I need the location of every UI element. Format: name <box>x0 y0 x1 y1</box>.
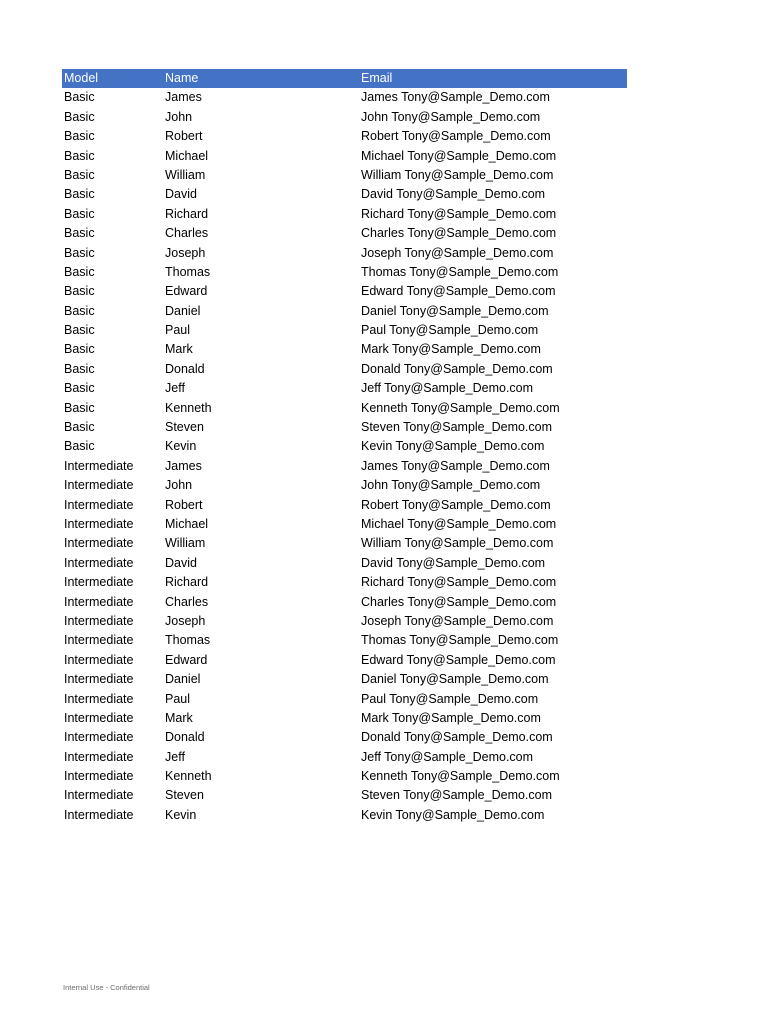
cell-model: Basic <box>64 187 95 202</box>
table-row <box>62 88 627 107</box>
cell-model: Basic <box>64 284 95 299</box>
cell-model: Basic <box>64 264 95 279</box>
cell-name: Robert <box>165 129 203 144</box>
cell-email: Jeff Tony@Sample_Demo.com <box>361 749 534 764</box>
table-row <box>62 166 627 185</box>
table-row <box>62 379 627 398</box>
cell-model: Intermediate <box>64 769 134 784</box>
table-row <box>62 340 627 359</box>
cell-name: Paul <box>165 691 191 706</box>
cell-model: Intermediate <box>64 672 134 687</box>
table-row <box>62 224 627 243</box>
table-row <box>62 534 627 553</box>
cell-name: James <box>165 458 202 473</box>
table-header-row <box>62 69 627 88</box>
cell-email: Edward Tony@Sample_Demo.com <box>361 652 556 667</box>
cell-email: John Tony@Sample_Demo.com <box>361 478 541 493</box>
table-row <box>62 185 627 204</box>
table-row <box>62 496 627 515</box>
cell-name: John <box>165 109 193 124</box>
table-row <box>62 554 627 573</box>
cell-name: John <box>165 478 193 493</box>
cell-email: Michael Tony@Sample_Demo.com <box>361 148 557 163</box>
table-row <box>62 767 627 786</box>
cell-model: Intermediate <box>64 555 134 570</box>
cell-email: Edward Tony@Sample_Demo.com <box>361 284 556 299</box>
cell-name: Thomas <box>165 264 211 279</box>
table-row <box>62 476 627 495</box>
cell-email: Michael Tony@Sample_Demo.com <box>361 516 557 531</box>
cell-name: Jeff <box>165 381 185 396</box>
cell-model: Intermediate <box>64 749 134 764</box>
cell-model: Intermediate <box>64 788 134 803</box>
cell-email: Kenneth Tony@Sample_Demo.com <box>361 769 560 784</box>
cell-model: Intermediate <box>64 478 134 493</box>
cell-email: Richard Tony@Sample_Demo.com <box>361 575 557 590</box>
cell-name: Steven <box>165 788 204 803</box>
table-row <box>62 108 627 127</box>
cell-email: Donald Tony@Sample_Demo.com <box>361 730 553 745</box>
cell-name: Daniel <box>165 303 201 318</box>
cell-email: Mark Tony@Sample_Demo.com <box>361 342 541 357</box>
table-body <box>62 88 627 825</box>
cell-model: Basic <box>64 148 95 163</box>
cell-email: Charles Tony@Sample_Demo.com <box>361 594 557 609</box>
cell-name: Richard <box>165 206 209 221</box>
cell-name: Kenneth <box>165 769 212 784</box>
cell-model: Intermediate <box>64 652 134 667</box>
cell-email: Donald Tony@Sample_Demo.com <box>361 361 553 376</box>
cell-model: Basic <box>64 323 95 338</box>
cell-email: James Tony@Sample_Demo.com <box>361 90 550 105</box>
cell-model: Basic <box>64 245 95 260</box>
table-row <box>62 127 627 146</box>
cell-name: Kevin <box>165 807 197 822</box>
table-row <box>62 651 627 670</box>
cell-email: Kevin Tony@Sample_Demo.com <box>361 439 545 454</box>
cell-name: Michael <box>165 148 209 163</box>
cell-model: Basic <box>64 420 95 435</box>
table-row <box>62 360 627 379</box>
cell-name: Paul <box>165 323 191 338</box>
cell-name: Steven <box>165 420 204 435</box>
cell-email: Joseph Tony@Sample_Demo.com <box>361 245 554 260</box>
table-row <box>62 709 627 728</box>
table-row <box>62 244 627 263</box>
table-row <box>62 147 627 166</box>
cell-model: Basic <box>64 303 95 318</box>
cell-email: Jeff Tony@Sample_Demo.com <box>361 381 534 396</box>
cell-name: Joseph <box>165 613 206 628</box>
cell-name: Donald <box>165 361 205 376</box>
column-header-model: Model <box>64 71 99 85</box>
cell-email: Robert Tony@Sample_Demo.com <box>361 497 551 512</box>
cell-model: Intermediate <box>64 807 134 822</box>
cell-email: Joseph Tony@Sample_Demo.com <box>361 613 554 628</box>
cell-name: Thomas <box>165 633 211 648</box>
cell-name: Charles <box>165 226 209 241</box>
cell-model: Intermediate <box>64 516 134 531</box>
cell-email: Steven Tony@Sample_Demo.com <box>361 788 553 803</box>
cell-model: Intermediate <box>64 575 134 590</box>
cell-email: Paul Tony@Sample_Demo.com <box>361 691 539 706</box>
cell-name: Joseph <box>165 245 206 260</box>
table-row <box>62 263 627 282</box>
cell-name: James <box>165 90 202 105</box>
cell-email: Steven Tony@Sample_Demo.com <box>361 420 553 435</box>
table-row <box>62 690 627 709</box>
cell-model: Basic <box>64 226 95 241</box>
cell-name: Edward <box>165 284 208 299</box>
cell-name: David <box>165 187 197 202</box>
table-row <box>62 205 627 224</box>
table-row <box>62 399 627 418</box>
cell-name: William <box>165 536 206 551</box>
cell-name: Edward <box>165 652 208 667</box>
cell-name: Kenneth <box>165 400 212 415</box>
cell-email: Charles Tony@Sample_Demo.com <box>361 226 557 241</box>
cell-email: Richard Tony@Sample_Demo.com <box>361 206 557 221</box>
table-row <box>62 670 627 689</box>
table-row <box>62 573 627 592</box>
cell-model: Intermediate <box>64 730 134 745</box>
cell-name: Kevin <box>165 439 197 454</box>
cell-email: Daniel Tony@Sample_Demo.com <box>361 303 549 318</box>
cell-email: Thomas Tony@Sample_Demo.com <box>361 633 559 648</box>
cell-model: Basic <box>64 90 95 105</box>
cell-name: Daniel <box>165 672 201 687</box>
cell-model: Intermediate <box>64 594 134 609</box>
cell-email: Kenneth Tony@Sample_Demo.com <box>361 400 560 415</box>
cell-name: Mark <box>165 710 193 725</box>
cell-model: Basic <box>64 342 95 357</box>
cell-name: David <box>165 555 197 570</box>
table-row <box>62 728 627 747</box>
cell-name: Michael <box>165 516 209 531</box>
cell-email: James Tony@Sample_Demo.com <box>361 458 550 473</box>
table-row <box>62 302 627 321</box>
cell-name: Richard <box>165 575 209 590</box>
cell-name: Robert <box>165 497 203 512</box>
table-row <box>62 437 627 456</box>
confidentiality-footer: Internal Use - Confidential <box>63 983 150 992</box>
cell-email: Mark Tony@Sample_Demo.com <box>361 710 541 725</box>
table-row <box>62 321 627 340</box>
cell-email: Daniel Tony@Sample_Demo.com <box>361 672 549 687</box>
cell-model: Basic <box>64 361 95 376</box>
cell-model: Basic <box>64 129 95 144</box>
data-table <box>62 69 627 825</box>
cell-model: Intermediate <box>64 691 134 706</box>
cell-email: Robert Tony@Sample_Demo.com <box>361 129 551 144</box>
cell-email: David Tony@Sample_Demo.com <box>361 187 546 202</box>
cell-name: Donald <box>165 730 205 745</box>
cell-model: Intermediate <box>64 710 134 725</box>
table-row <box>62 282 627 301</box>
table-row <box>62 612 627 631</box>
table-row <box>62 457 627 476</box>
cell-model: Intermediate <box>64 633 134 648</box>
cell-model: Intermediate <box>64 613 134 628</box>
cell-email: Kevin Tony@Sample_Demo.com <box>361 807 545 822</box>
cell-model: Basic <box>64 167 95 182</box>
cell-model: Intermediate <box>64 497 134 512</box>
cell-model: Intermediate <box>64 536 134 551</box>
table-row <box>62 748 627 767</box>
column-header-email: Email <box>361 71 393 85</box>
cell-email: Paul Tony@Sample_Demo.com <box>361 323 539 338</box>
column-header-name: Name <box>165 71 199 85</box>
table-row <box>62 631 627 650</box>
table-row <box>62 806 627 825</box>
cell-email: William Tony@Sample_Demo.com <box>361 536 554 551</box>
table-row <box>62 515 627 534</box>
table-row <box>62 593 627 612</box>
cell-email: John Tony@Sample_Demo.com <box>361 109 541 124</box>
cell-email: Thomas Tony@Sample_Demo.com <box>361 264 559 279</box>
cell-name: Charles <box>165 594 209 609</box>
cell-name: Jeff <box>165 749 185 764</box>
cell-model: Basic <box>64 109 95 124</box>
table-row <box>62 418 627 437</box>
cell-model: Basic <box>64 381 95 396</box>
cell-model: Basic <box>64 206 95 221</box>
cell-name: Mark <box>165 342 193 357</box>
cell-email: William Tony@Sample_Demo.com <box>361 167 554 182</box>
table-row <box>62 786 627 805</box>
cell-email: David Tony@Sample_Demo.com <box>361 555 546 570</box>
cell-model: Basic <box>64 439 95 454</box>
cell-model: Basic <box>64 400 95 415</box>
cell-model: Intermediate <box>64 458 134 473</box>
cell-name: William <box>165 167 206 182</box>
